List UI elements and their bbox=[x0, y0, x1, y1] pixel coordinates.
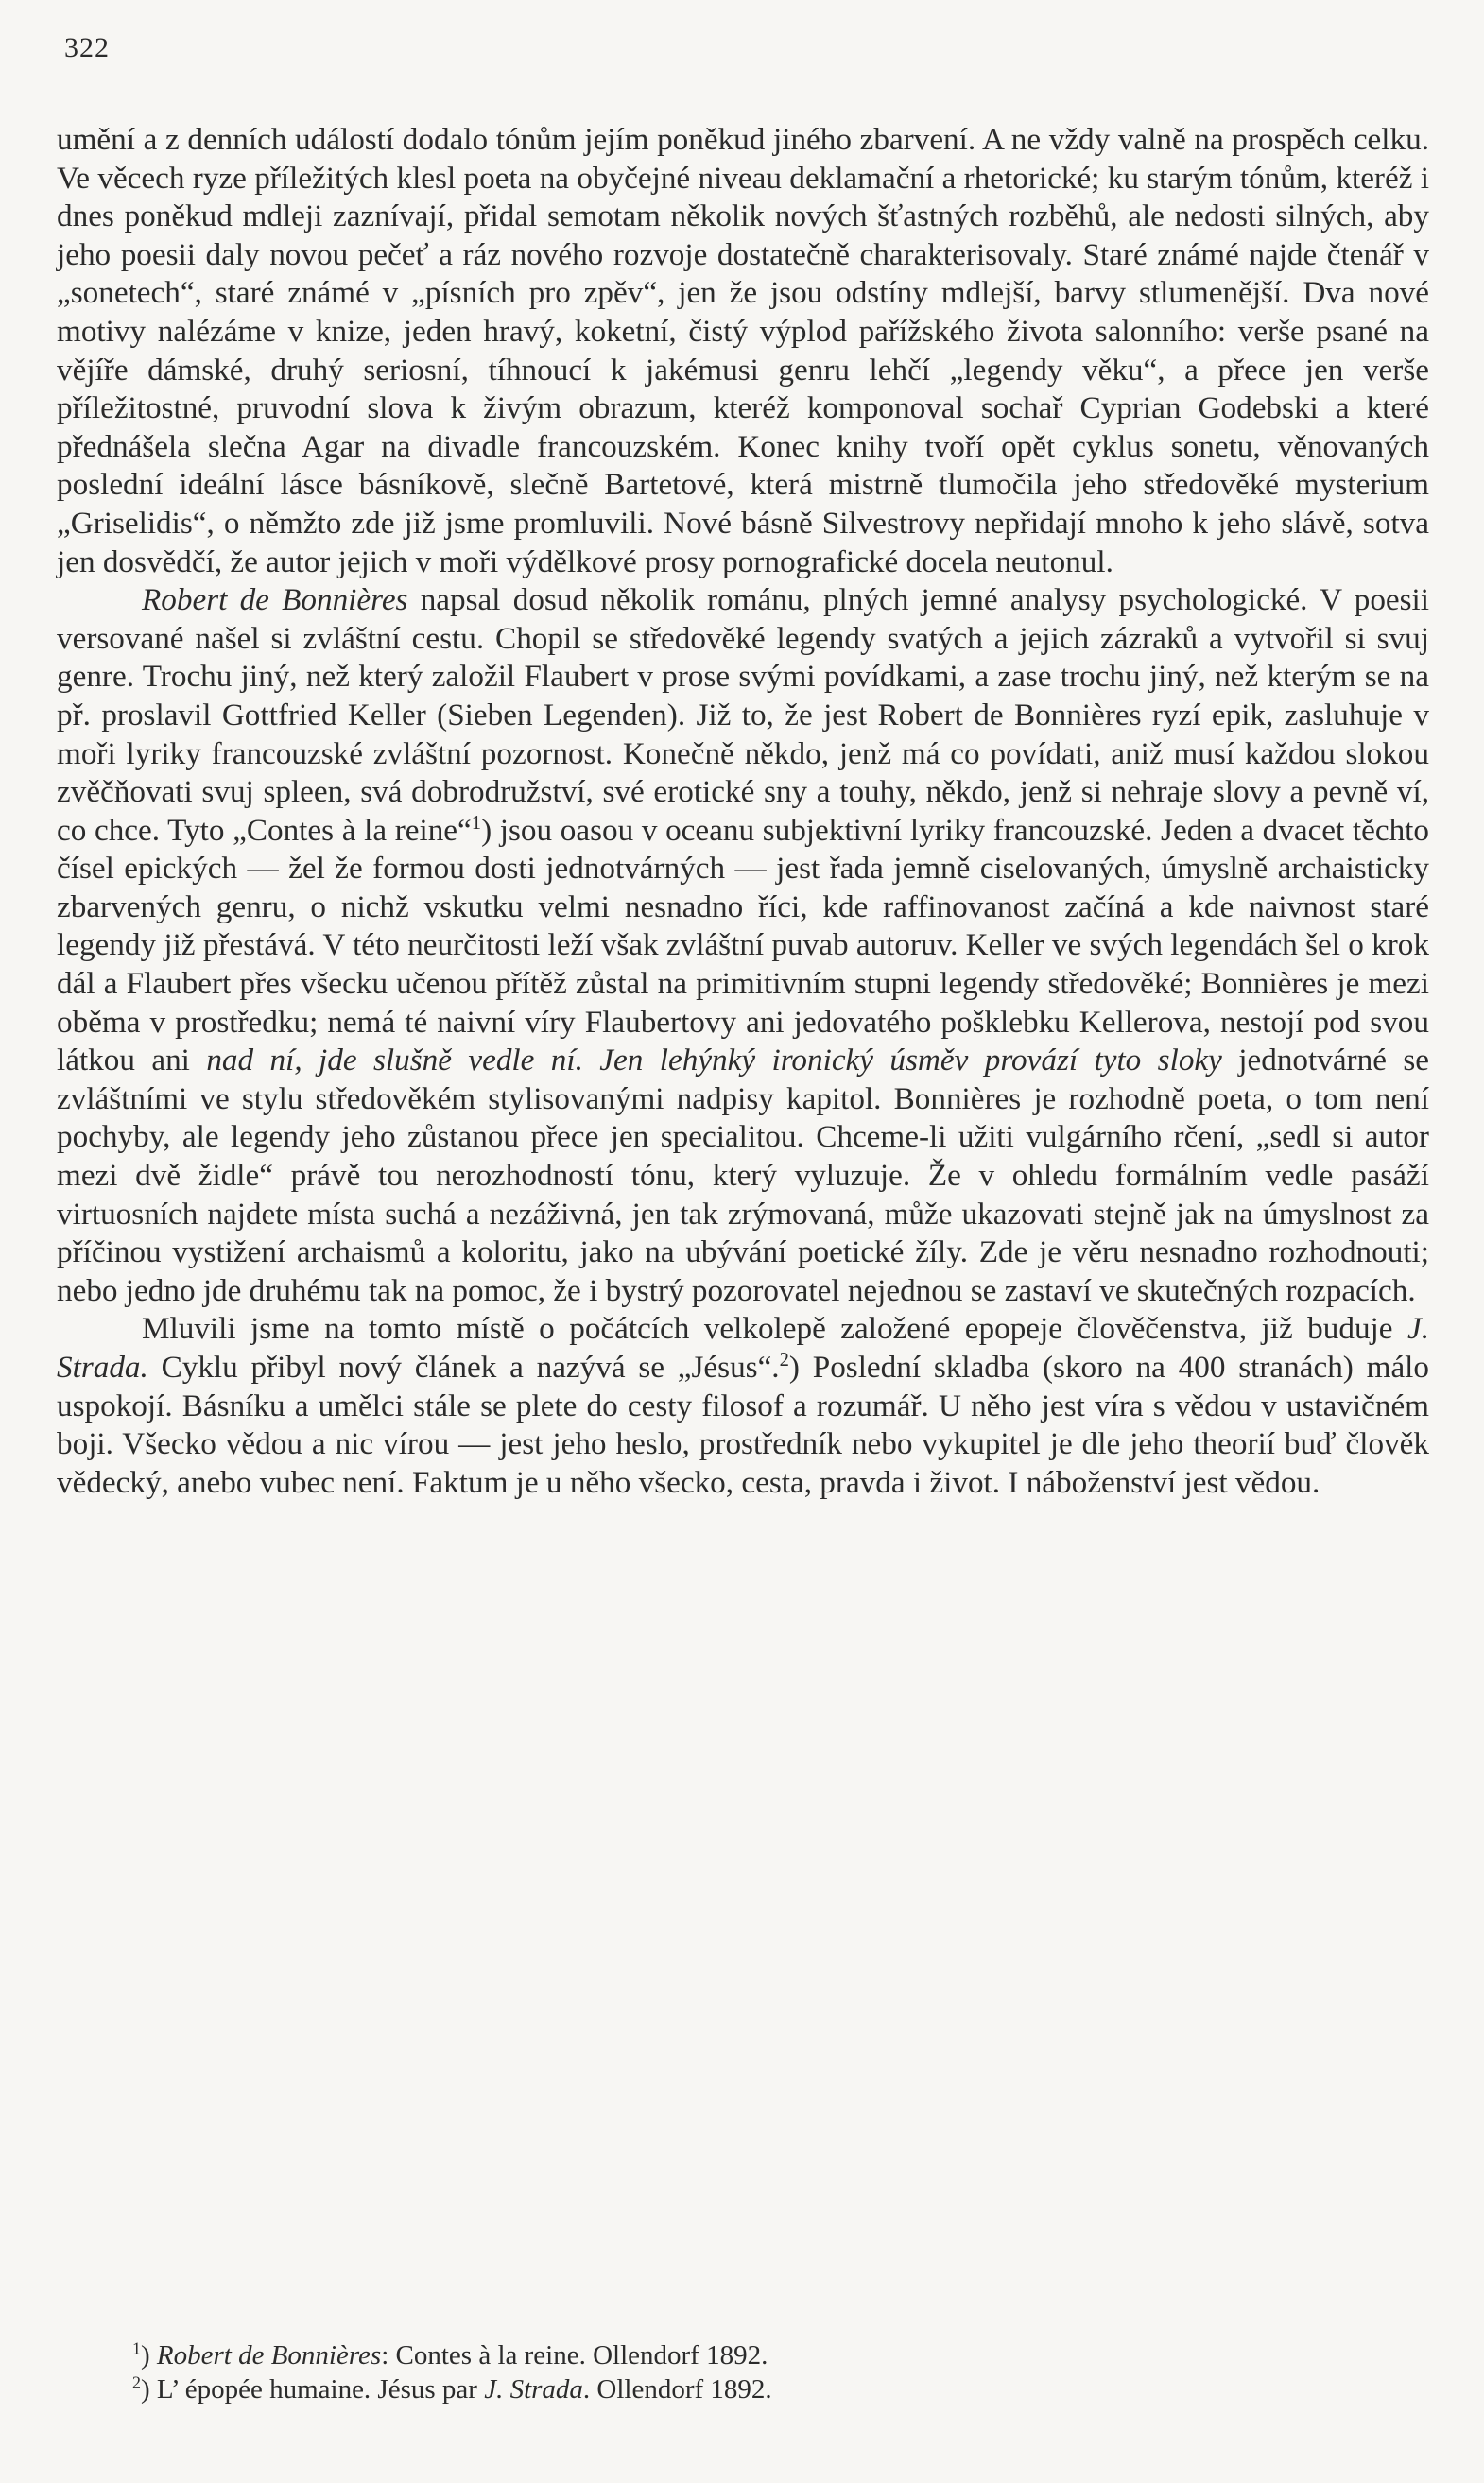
paragraph-text: Cyklu přibyl nový článek a nazývá se „Jésus“. bbox=[147, 1350, 780, 1385]
paragraph-text: umění a z denních událostí dodalo tónům jejím poněkud jiného zbarvení. A ne vždy valně na prospěch celku. Ve věcech ryze příležitých klesl poeta na obyčejné niveau deklamační a rhetorické; ku starým tónům, kteréž i dnes poněkud mdleji zaznívají, přidal semotam několik nových šťastných rozběhů, ale nedosti silných, aby jeho poesii daly novou pečeť a ráz nového rozvoje dostatečně charakterisovaly. Staré známé najde čtenář v „sonetech“, staré známé v „písních pro zpěv“, jen že jsou odstíny mdlejší, barvy stlumenější. Dva nové motivy nalézáme v knize, jeden hravý, koketní, čistý výplod pařížského života salonního: verše psané na vějíře dámské, druhý seriosní, tíhnoucí k jakémusi genru lehčí „legendy věku“, a přece jen verše příležitostné, pruvodní slova k živým obrazum, kteréž komponoval sochař Cyprian Godebski a které přednášela slečna Agar na divadle francouzském. Konec knihy tvoří opět cyklus sonetu, věnovaných poslední ideální lásce básníkově, slečně Bartetové, která mistrně tlumočila jeho středověké mysterium „Griselidis“, o němžto zde již jsme promluvili. Nové básně Silvestrovy nepřidají mnoho k jeho slávě, sotva jen dosvědčí, že autor jejich v moři výdělkové prosy pornografické docela neutonul. bbox=[57, 122, 1429, 579]
footnote-ref: 1 bbox=[471, 812, 482, 834]
footnote-author: Robert de Bonnières bbox=[156, 2340, 382, 2371]
footnote-marker: 2 bbox=[132, 2372, 141, 2392]
footnote-1: $^1$) Robert de Bonnières: Contes à la reine. Ollendorf 1892. bbox=[132, 2338, 768, 2371]
paragraph-1 bbox=[57, 121, 1429, 581]
paragraph-text: napsal dosud několik románu, plných jemné analysy psychologické. V poesii versované našel si zvláštní cestu. Chopil se středověké legendy svatých a jejich zázraků a vytvořil si svuj genre. Trochu jiný, než který založil Flaubert v prose svými povídkami, a zase trochu jiný, než kterým se na př. proslavil Gottfried Keller (Sieben Legenden). Již to, že jest Robert de Bonnières ryzí epik, zasluhuje v moři lyriky francouzské zvláštní pozornost. Konečně někdo, jenž má co povídati, aniž musí každou slokou zvěčňovati svuj spleen, svá dobrodružství, své erotické sny a touhy, někdo, jenž si nehraje slovy a pevně ví, co chce. Tyto „Contes à la reine“ bbox=[57, 582, 1429, 848]
italic-passage: nad ní, jde slušně vedle ní. Jen lehýnký ironický úsměv provází tyto sloky bbox=[206, 1043, 1222, 1078]
paragraph-text: ) jsou oasou v oceanu subjektivní lyriky francouzské. Jeden a dvacet těchto čísel epických — žel že formou dosti jednotvárných — jest řada jemně ciselovaných, úmyslně archaisticky zbarvených genru, o nichž vskutku velmi nesnadno říci, kde raffinovanost začíná a kde naivnost staré legendy již přestává. V této neurčitosti leží však zvláštní puvab autoruv. Keller ve svých legendách šel o krok dál a Flaubert přes všecku učenou přítěž zůstal na primitivním stupni legendy středověké; Bonnières je mezi oběma v prostředku; nemá té naivní víry Flaubertovy ani jedovatého pošklebku Kellerova, nestojí pod svou látkou ani bbox=[57, 812, 1430, 1078]
footnote-text: L’ épopée humaine. Jésus par bbox=[156, 2374, 485, 2405]
paragraph-text: Mluvili jsme na tomto místě o počátcích velkolepě založené epopeje člověčenstva, již buduje bbox=[142, 1311, 1407, 1347]
author-name: Robert de Bonnières bbox=[142, 582, 408, 618]
footnote-text: : Contes à la reine. Ollendorf 1892. bbox=[381, 2340, 768, 2371]
paragraph-3 bbox=[57, 1310, 1429, 1502]
paragraph-text: jednotvárné se zvláštními ve stylu středověkém stylisovanými nadpisy kapitol. Bonnières je rozhodně poeta, o tom není pochyby, ale legendy jeho zůstanou přece jen specialitou. Chceme-li užiti vulgárního rčení, „sedl si autor mezi dvě židle“ právě tou nerozhodností tónu, který vyluzuje. Že v ohledu formálním vedle pasáží virtuosních najdete místa suchá a nezáživná, jen tak zrýmovaná, může ukazovati stejně jak na úmyslnost za příčinou vystižení archaismů a koloritu, jako na ubývání poetické žíly. Zde je věru nesnadno rozhodnouti; nebo jedno jde druhému tak na pomoc, že i bystrý pozorovatel nejednou se zastaví ve skutečných rozpacích. bbox=[57, 1043, 1429, 1308]
footnotes bbox=[132, 2338, 1361, 2406]
footnote-2: $^2$) L’ épopée humaine. Jésus par J. Strada. Ollendorf 1892. bbox=[132, 2372, 772, 2405]
page-number: 322 bbox=[64, 32, 110, 63]
footnote-marker: 1 bbox=[132, 2338, 141, 2358]
footnote-ref: 2 bbox=[779, 1349, 789, 1371]
paragraph-2 bbox=[57, 581, 1429, 1310]
author-name: J. Strada. bbox=[57, 1311, 1429, 1385]
footnote-author: J. Strada bbox=[484, 2374, 583, 2405]
paragraph-text: ) Poslední skladba (skoro na 400 stranách) málo uspokojí. Básníku a umělci stále se plete do cesty filosof a rozumář. U něho jest víra s vědou v ustavičném boji. Všecko vědou a nic vírou — jest jeho heslo, prostředník nebo vykupitel je dle jeho theorií buď člověk vědecký, anebo vubec není. Faktum je u něho všecko, cesta, pravda i život. I náboženství jest vědou. bbox=[57, 1350, 1429, 1500]
footnote-text: . Ollendorf 1892. bbox=[582, 2374, 772, 2405]
body-text bbox=[57, 121, 1429, 1502]
